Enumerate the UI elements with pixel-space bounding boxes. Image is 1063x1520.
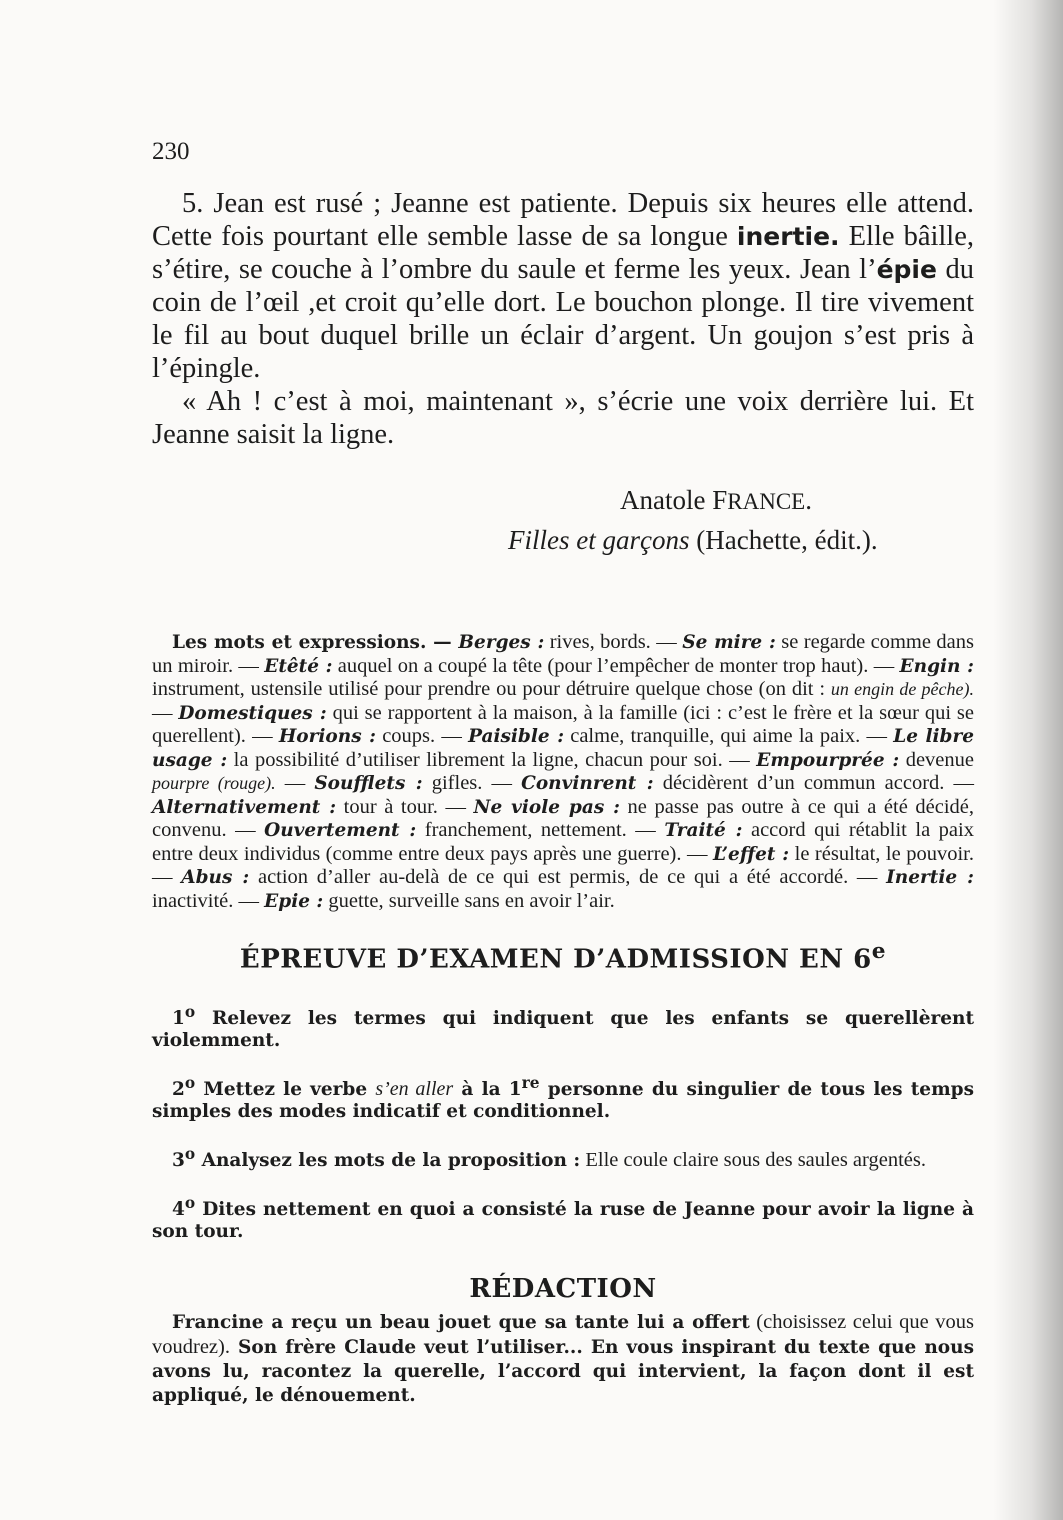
glossary-term: Soufflets :	[314, 773, 423, 794]
glossary-definition: accord qui rétablit la paix entre deux individus (comme entre deux pays après une guerre). —	[152, 819, 974, 865]
glossary-definition: —	[152, 701, 179, 724]
glossary-definition: devenue	[899, 748, 974, 771]
book-source	[152, 521, 974, 559]
glossary-term: Inertie :	[886, 867, 974, 888]
glossary-term: Berges :	[458, 632, 545, 653]
glossary	[152, 631, 974, 913]
question-4	[152, 1192, 974, 1244]
question-text: Relevez les termes qui indiquent que les enfants se querellèrent violemment.	[152, 1007, 974, 1052]
author-surname-rest: RANCE	[727, 489, 806, 514]
author-surname-initial: F	[712, 485, 728, 515]
glossary-term: Horions :	[278, 726, 376, 747]
glossary-term: Le libre usage :	[152, 726, 974, 771]
publisher: (Hachette, édit.).	[689, 525, 878, 555]
glossary-definition: —	[275, 772, 315, 794]
exam-heading-text: ÉPREUVE D’EXAMEN D’ADMISSION EN 6	[239, 944, 872, 975]
story-text-run: 5. Jean est rusé ; Jeanne est patiente. Depuis six heures elle attend. Cette fois pourtant elle semble lasse de sa longue	[152, 188, 974, 252]
story-text-run: du coin de l’œil ,et croit qu’elle dort. Le bouchon plonge. Il tire vivement le fil au bout duquel brille un éclair d’argent. Un goujon s’est pris à l’épingle.	[152, 254, 975, 384]
glossary-definition: auquel on a coupé la tête (pour l’empêcher de monter trop haut). —	[332, 654, 900, 677]
exam-questions	[152, 1001, 974, 1244]
redaction-prompt	[152, 1310, 974, 1408]
glossary-term: Domestiques :	[178, 702, 327, 724]
degree-sign: o	[184, 1193, 196, 1212]
degree-sign: o	[184, 1002, 196, 1021]
glossary-term: Engin :	[899, 655, 974, 677]
glossary-definition: décidèrent d’un commun accord. —	[653, 772, 974, 794]
redaction-aside: (choisissez celui que vous voudrez).	[152, 1310, 974, 1358]
exam-heading	[152, 939, 974, 975]
glossary-definition: guette, surveille sans en avoir l’air.	[323, 889, 615, 912]
glossary-term: Paisible :	[468, 726, 565, 747]
question-number: 4	[172, 1198, 185, 1220]
glossary-definition: inactivité. —	[152, 889, 265, 912]
glossary-term: Abus :	[181, 867, 250, 888]
question-text: personne du singulier de tous les temps simples des modes indicatif et conditionnel.	[152, 1078, 975, 1123]
glossary-definition: franchement, nettement. —	[416, 819, 665, 841]
question-1	[152, 1001, 974, 1053]
question-number: 3	[172, 1150, 185, 1172]
story-paragraph-1	[152, 187, 974, 385]
glossary-definition: instrument, ustensile utilisé pour prendre ou pour détruire quelque chose (on dit :	[152, 678, 831, 700]
page-number: 230	[152, 138, 190, 165]
glossary-definition: gifles. —	[422, 772, 522, 794]
glossary-definition: la possibilité d’utiliser librement la ligne, chacun pour soi. —	[227, 748, 757, 771]
glossary-term: Se mire :	[682, 632, 776, 653]
glossary-definition: ne passe pas outre à ce qui a été décidé, convenu. —	[152, 795, 975, 841]
glossary-term: Ouvertement :	[264, 820, 417, 841]
question-sentence: Elle coule claire sous des saules argentés.	[580, 1149, 926, 1172]
question-number: 1	[172, 1007, 185, 1029]
glossary-definition: le résultat, le pouvoir. —	[152, 842, 974, 888]
question-text: à la 1	[453, 1078, 522, 1100]
ordinal-sup: re	[521, 1073, 540, 1092]
book-title: Filles et garçons	[508, 525, 690, 555]
glossary-term: Empourprée :	[756, 749, 900, 771]
question-2	[152, 1072, 974, 1124]
redaction-text: Francine a reçu un beau jouet que sa tante lui a offert	[172, 1311, 750, 1333]
glossary-term: Etêté :	[264, 655, 333, 677]
story-text-run: Elle bâille, s’étire, se couche à l’ombre du saule et ferme les yeux. Jean l’	[152, 221, 974, 285]
question-text: Analysez les mots de la proposition :	[195, 1150, 581, 1172]
glossary-term: L’effet :	[713, 843, 790, 865]
glossary-definition: action d’aller au-delà de ce qui est permis, de ce qui a été accordé. —	[249, 866, 887, 888]
question-text: Mettez le verbe	[195, 1078, 376, 1100]
page-shadow	[993, 0, 1063, 1520]
verb-italic: s’en aller	[375, 1077, 454, 1100]
author-punct: .	[805, 485, 812, 515]
glossary-term: Traité :	[664, 820, 743, 841]
glossary-term: Epie :	[264, 890, 324, 912]
degree-sign: o	[184, 1144, 196, 1163]
redaction-text: Son frère Claude veut l’utiliser... En vous inspirant du texte que nous avons lu, racontez la querelle, l’accord qui intervient, la façon dont il est appliqué, le dénouement.	[152, 1336, 974, 1406]
author-first-name: Anatole	[620, 485, 706, 515]
glossary-example: pourpre (rouge).	[152, 773, 276, 793]
glossary-definition: tour à tour. —	[336, 795, 474, 818]
glossary-definition: rives, bords. —	[544, 631, 683, 653]
attribution	[152, 481, 974, 559]
story-text	[152, 187, 974, 451]
question-3	[152, 1143, 974, 1173]
glossary-term: Convinrent :	[521, 773, 654, 794]
keyword-epie: épie	[876, 255, 937, 284]
degree-sign: o	[184, 1073, 196, 1092]
glossary-definition: coups. —	[375, 725, 469, 747]
glossary-lead: Les mots et expressions. —	[172, 632, 459, 653]
glossary-example: un engin de pêche).	[830, 679, 974, 699]
author-name	[152, 481, 974, 521]
question-number: 2	[172, 1078, 185, 1100]
page-content	[152, 135, 974, 1426]
exam-heading-sup: e	[871, 939, 887, 964]
glossary-definition: qui se rapportent à la maison, à la famille (ici : c’est le frère et la sœur qui se querellent). —	[152, 701, 975, 747]
question-text: Dites nettement en quoi a consisté la ruse de Jeanne pour avoir la ligne à son tour.	[152, 1198, 974, 1243]
redaction-heading: RÉDACTION	[469, 1273, 657, 1304]
glossary-term: Alternativement :	[152, 796, 337, 818]
story-paragraph-2: « Ah ! c’est à moi, maintenant », s’écrie une voix derrière lui. Et Jeanne saisit la ligne.	[152, 386, 974, 450]
glossary-definition: se regarde comme dans un miroir. —	[152, 631, 974, 677]
glossary-definition: calme, tranquille, qui aime la paix. —	[564, 725, 894, 747]
keyword-inertie: inertie.	[736, 222, 840, 251]
glossary-term: Ne viole pas :	[473, 796, 620, 818]
